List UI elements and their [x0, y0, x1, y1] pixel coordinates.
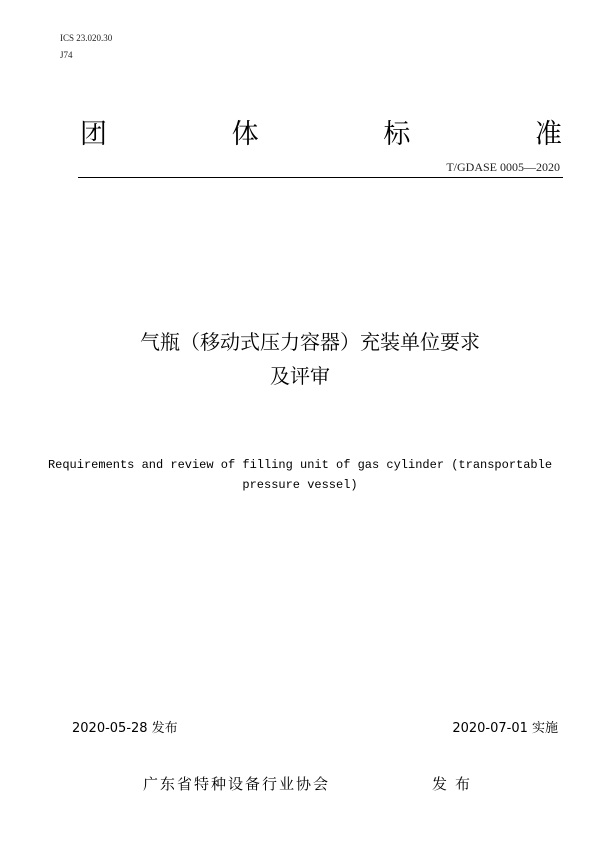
- chinese-title-line2: 及评审: [270, 364, 330, 388]
- classification-codes: [60, 30, 112, 64]
- ics-code: ICS 23.020.30: [60, 33, 113, 43]
- chinese-title-line1: 气瓶（移动式压力容器）充装单位要求: [140, 330, 480, 354]
- ccs-code: J74: [60, 50, 73, 60]
- english-title-line1: Requirements and review of filling unit of gas cylinder (transportable: [47, 458, 553, 472]
- standard-type-char: 准: [534, 119, 562, 150]
- effective-date: 2020-07-01 实施: [452, 721, 558, 736]
- english-title-line2: pressure vessel): [242, 478, 358, 492]
- publish-date: 2020-05-28 发布: [72, 721, 178, 736]
- standard-type-heading: [80, 112, 562, 151]
- standard-number: T/GDASE 0005—2020: [446, 160, 560, 174]
- standard-type-char: 体: [231, 119, 259, 150]
- chinese-title: [0, 325, 600, 393]
- issuer-action: 发布: [432, 775, 479, 793]
- english-title: [0, 455, 600, 495]
- header-divider: [78, 177, 563, 178]
- issuer-name: 广东省特种设备行业协会: [143, 775, 331, 793]
- standard-type-char: 标: [383, 119, 411, 150]
- standard-type-char: 团: [80, 119, 107, 150]
